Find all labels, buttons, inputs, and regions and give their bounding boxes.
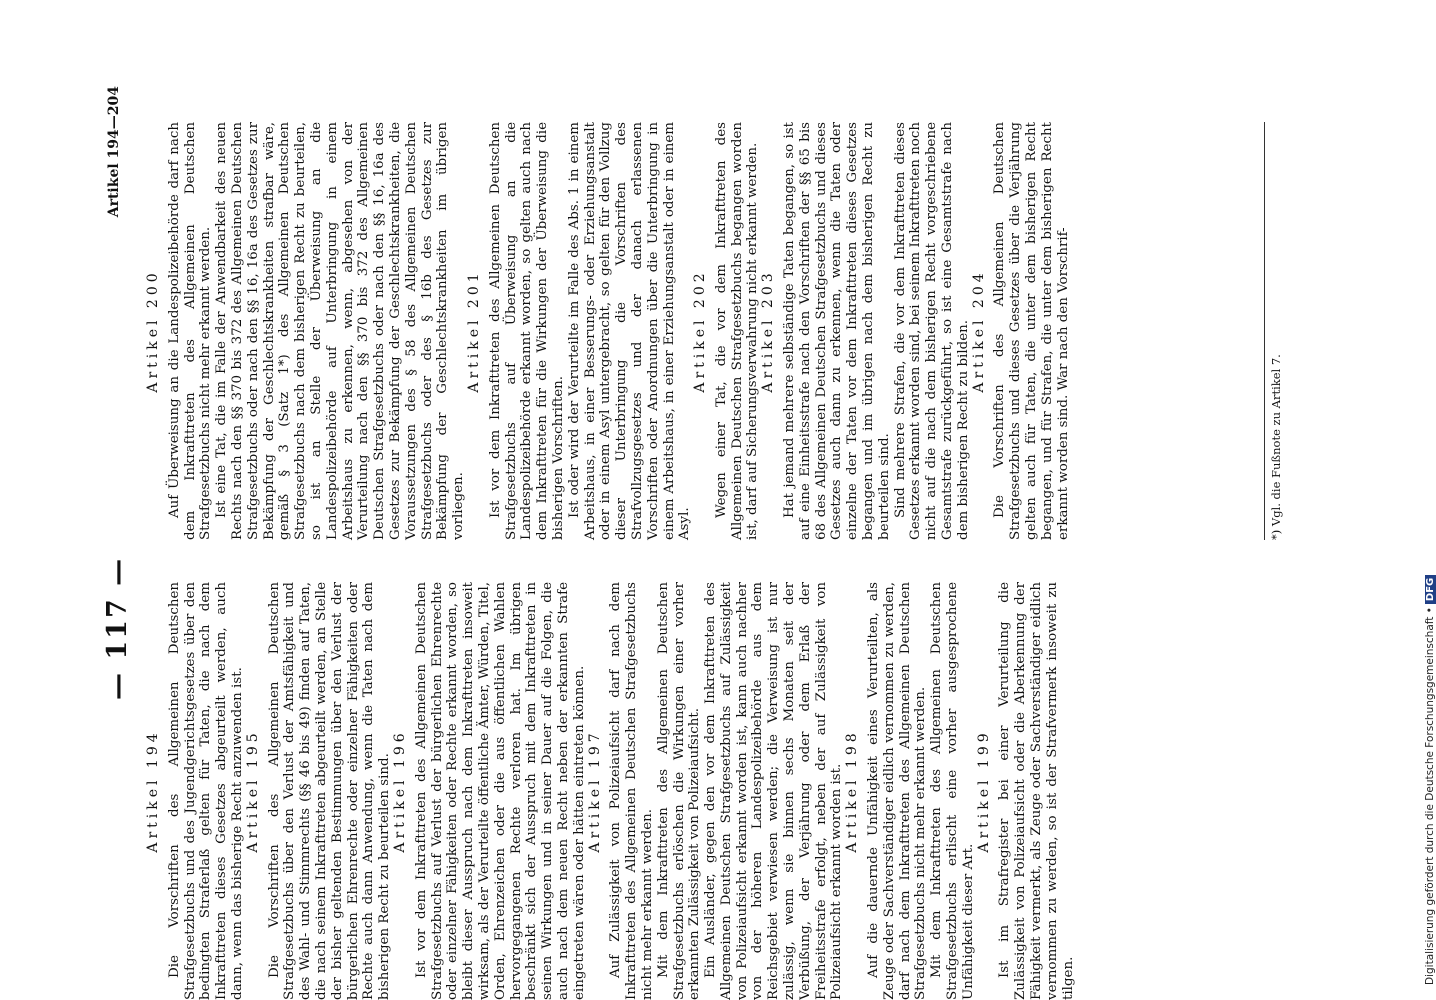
article-paragraph: Wegen einer Tat, die vor dem Inkrafttreten des Allgemeinen Deutschen Strafgesetzbuchs begangen worden ist, darf auf Sicherungsverwahrung nicht erkannt werden. [713, 122, 761, 540]
article-heading: Artikel 195 [244, 729, 261, 853]
article-paragraph: Mit dem Inkrafttreten des Allgemeinen Deutschen Strafgesetzbuchs erlischt eine vorher ausgesprochene Unfähigkeit dieser Art. [929, 582, 976, 1000]
rotated-page [100, 80, 1340, 1000]
article-paragraph: Auf Zulässigkeit von Polizeiaufsicht darf nach dem Inkrafttreten des Allgemeinen Deutschen Strafgesetzbuchs nicht mehr erkannt werden. [608, 582, 655, 1000]
article-203 [761, 122, 971, 540]
article-196 [393, 582, 588, 1000]
footnote: *) Vgl. die Fußnote zu Artikel 7. [1264, 122, 1283, 540]
article-range-heading: Artikel 194—204 [106, 86, 122, 218]
article-heading: Artikel 199 [975, 729, 992, 853]
article-paragraph: Die Vorschriften des Allgemeinen Deutschen Strafgesetzbuchs über den Verlust der Amtsfähigkeit und des Wahl- und Stimmrechts (§§ 46 bis 49) finden auf Taten, die nach seinem Inkrafttreten abgeurteilt werden, an Stelle der bisher geltenden Bestimmungen über den Verlust der bürgerlichen Ehrenrechte oder einzelner Fähigkeiten oder Rechte auch dann Anwendung, wenn die Taten nach dem bisherigen Recht zu beurteilen sind. [266, 582, 393, 1000]
article-paragraph: Hat jemand mehrere selbständige Taten begangen, so ist auf eine Einheitsstrafe nach den Vorschriften der §§ 65 bis 68 des Allgemeinen Deutschen Strafgesetzbuchs und dieses Gesetzes auch dann zu erkennen, wenn die Taten oder einzelne der Taten vor dem Inkrafttreten dieses Gesetzes begangen und im übrigen nach dem bisherigen Recht zu beurteilen sind. [782, 122, 892, 540]
running-head [100, 80, 136, 1000]
article-paragraph: Ist vor dem Inkrafttreten des Allgemeinen Deutschen Strafgesetzbuchs auf Verlust der bürgerlichen Ehrenrechte oder einzelner Fähigkeiten oder Rechte erkannt worden, so bleibt dieser Ausspruch nach dem Inkrafttreten insoweit wirksam, als der Verurteilte öffentliche Ämter, Würden, Titel, Orden, Ehrenzeichen oder die aus öffentlichen Wahlen hervorgegangenen Rechte verloren hat. Im übrigen beschränkt sich der Ausspruch mit dem Inkrafttreten in seinen Wirkungen und in seiner Dauer auf die Folgen, die auch nach dem neuen Recht neben der erkannten Strafe eingetreten wären oder hätten eintreten können. [413, 582, 587, 1000]
article-paragraph: Ist im Strafregister bei einer Verurteilung die Zulässigkeit von Polizeiaufsicht oder die Aberkennung der Fähigkeit vermerkt, als Zeuge oder Sachverständiger eidlich vernommen zu werden, so ist der Strafvermerk insoweit zu tilgen. [997, 582, 1076, 1000]
credit-text: Digitalisierung gefördert durch die Deutsche Forschungsgemeinschaft • [1424, 607, 1436, 985]
article-201 [467, 122, 693, 540]
article-197 [588, 582, 846, 1000]
article-paragraph: Mit dem Inkrafttreten des Allgemeinen Deutschen Strafgesetzbuchs erlöschen die Wirkungen einer vorher erkannten Zulässigkeit von Polizeiaufsicht. [655, 582, 703, 1000]
article-198 [845, 582, 976, 1000]
article-202 [693, 122, 761, 540]
article-199 [977, 582, 1077, 1000]
article-heading: Artikel 201 [465, 269, 482, 393]
article-paragraph: Ist eine Tat, die im Falle der Anwendbarkeit des neuen Rechts nach den §§ 370 bis 372 des Allgemeinen Deutschen Strafgesetzbuchs oder nach den §§ 16, 16a des Gesetzes zur Bekämpfung der Geschlechtskrankheiten strafbar wäre, gemäß § 3 (Satz 1*) des Allgemeinen Deutschen Strafgesetzbuchs nach dem bisherigen Recht zu beurteilen, so ist an Stelle der Überweisung an die Landespolizeibehörde auf Unterbringung in einem Arbeitshaus zu erkennen, wenn, abgesehen von der Verurteilung nach den §§ 370 bis 372 des Allgemeinen Deutschen Strafgesetzbuchs oder nach den §§ 16, 16a des Gesetzes zur Bekämpfung der Geschlechtskrankheiten, die Voraussetzungen des § 58 des Allgemeinen Deutschen Strafgesetzbuchs oder des § 16b des Gesetzes zur Bekämpfung der Geschlechtskrankheiten im übrigen vorliegen. [214, 122, 467, 540]
digitization-credit [1424, 0, 1436, 985]
article-heading: Artikel 196 [391, 729, 408, 853]
article-paragraph: Ist oder wird der Verurteilte im Falle des Abs. 1 in einem Arbeitshaus, in einer Besserungs- oder Erziehungsanstalt oder in einem Asyl untergebracht, so gelten für den Vollzug dieser Unterbringung die Vorschriften des Strafvollzugsgesetzes und der danach erlassenen Vorschriften oder Anordnungen über die Unterbringung in einem Arbeitshaus, in einer Erziehungsanstalt oder in einem Asyl. [566, 122, 693, 540]
column-left [146, 582, 1261, 1000]
article-heading: Artikel 194 [145, 729, 161, 853]
article-paragraph: Auf die dauernde Unfähigkeit eines Verurteilten, als Zeuge oder Sachverständiger eidlich vernommen zu werden, darf nach dem Inkrafttreten des Allgemeinen Deutschen Strafgesetzbuchs nicht mehr erkannt werden. [866, 582, 929, 1000]
page-number: — 117 — [102, 556, 133, 700]
article-paragraph: Auf Überweisung an die Landespolizeibehörde darf nach dem Inkrafttreten des Allgemeinen Deutschen Strafgesetzbuchs nicht mehr erkannt werden. [166, 122, 214, 540]
article-200 [146, 122, 467, 540]
article-204 [972, 122, 1072, 540]
article-heading: Artikel 198 [844, 729, 861, 853]
article-heading: Artikel 197 [586, 729, 603, 853]
article-195 [246, 582, 393, 1000]
article-paragraph: Ist vor dem Inkrafttreten des Allgemeinen Deutschen Strafgesetzbuchs auf Überweisung an die Landespolizeibehörde erkannt worden, so gelten auch nach dem Inkrafttreten für die Wirkungen der Überweisung die bisherigen Vorschriften. [487, 122, 566, 540]
article-heading: Artikel 203 [760, 269, 777, 393]
article-paragraph: Die Vorschriften des Allgemeinen Deutschen Strafgesetzbuchs und dieses Gesetzes über die Verjährung gelten auch für Taten, die unter dem bisherigen Recht begangen, und für Strafen, die unter dem bisherigen Recht erkannt worden sind. War nach den Vorschrif- [992, 122, 1071, 540]
article-heading: Artikel 200 [145, 269, 161, 393]
article-194 [146, 582, 246, 1000]
article-heading: Artikel 204 [970, 269, 987, 393]
article-paragraph: Sind mehrere Strafen, die vor dem Inkrafttreten dieses Gesetzes erkannt worden sind, bei seinem Inkrafttreten noch nicht auf die nach dem bisherigen Recht vorgeschriebene Gesamtstrafe zurückgeführt, so ist eine Gesamtstrafe nach dem bisherigen Recht zu bilden. [892, 122, 971, 540]
dfg-logo: DFG [1425, 575, 1436, 604]
article-paragraph: Ein Ausländer, gegen den vor dem Inkrafttreten des Allgemeinen Deutschen Strafgesetzbuchs auf Zulässigkeit von Polizeiaufsicht erkannt worden ist, kann auch nachher von der höheren Landespolizeibehörde aus dem Reichsgebiet verwiesen werden; die Verweisung ist nur zulässig, wenn sie binnen sechs Monaten seit der Verbüßung, der Verjährung oder dem Erlaß der Freiheitsstrafe erfolgt, neben der auf Zulässigkeit von Polizeiaufsicht erkannt worden ist. [703, 582, 845, 1000]
article-heading: Artikel 202 [692, 269, 709, 393]
column-right [146, 122, 1261, 540]
article-paragraph: Die Vorschriften des Allgemeinen Deutschen Strafgesetzbuchs und des Jugendgerichtsgesetzes über den bedingten Straferlaß gelten für Taten, die nach dem Inkrafttreten dieses Gesetzes abgeurteilt werden, auch dann, wenn das bisherige Recht anzuwenden ist. [166, 582, 245, 1000]
